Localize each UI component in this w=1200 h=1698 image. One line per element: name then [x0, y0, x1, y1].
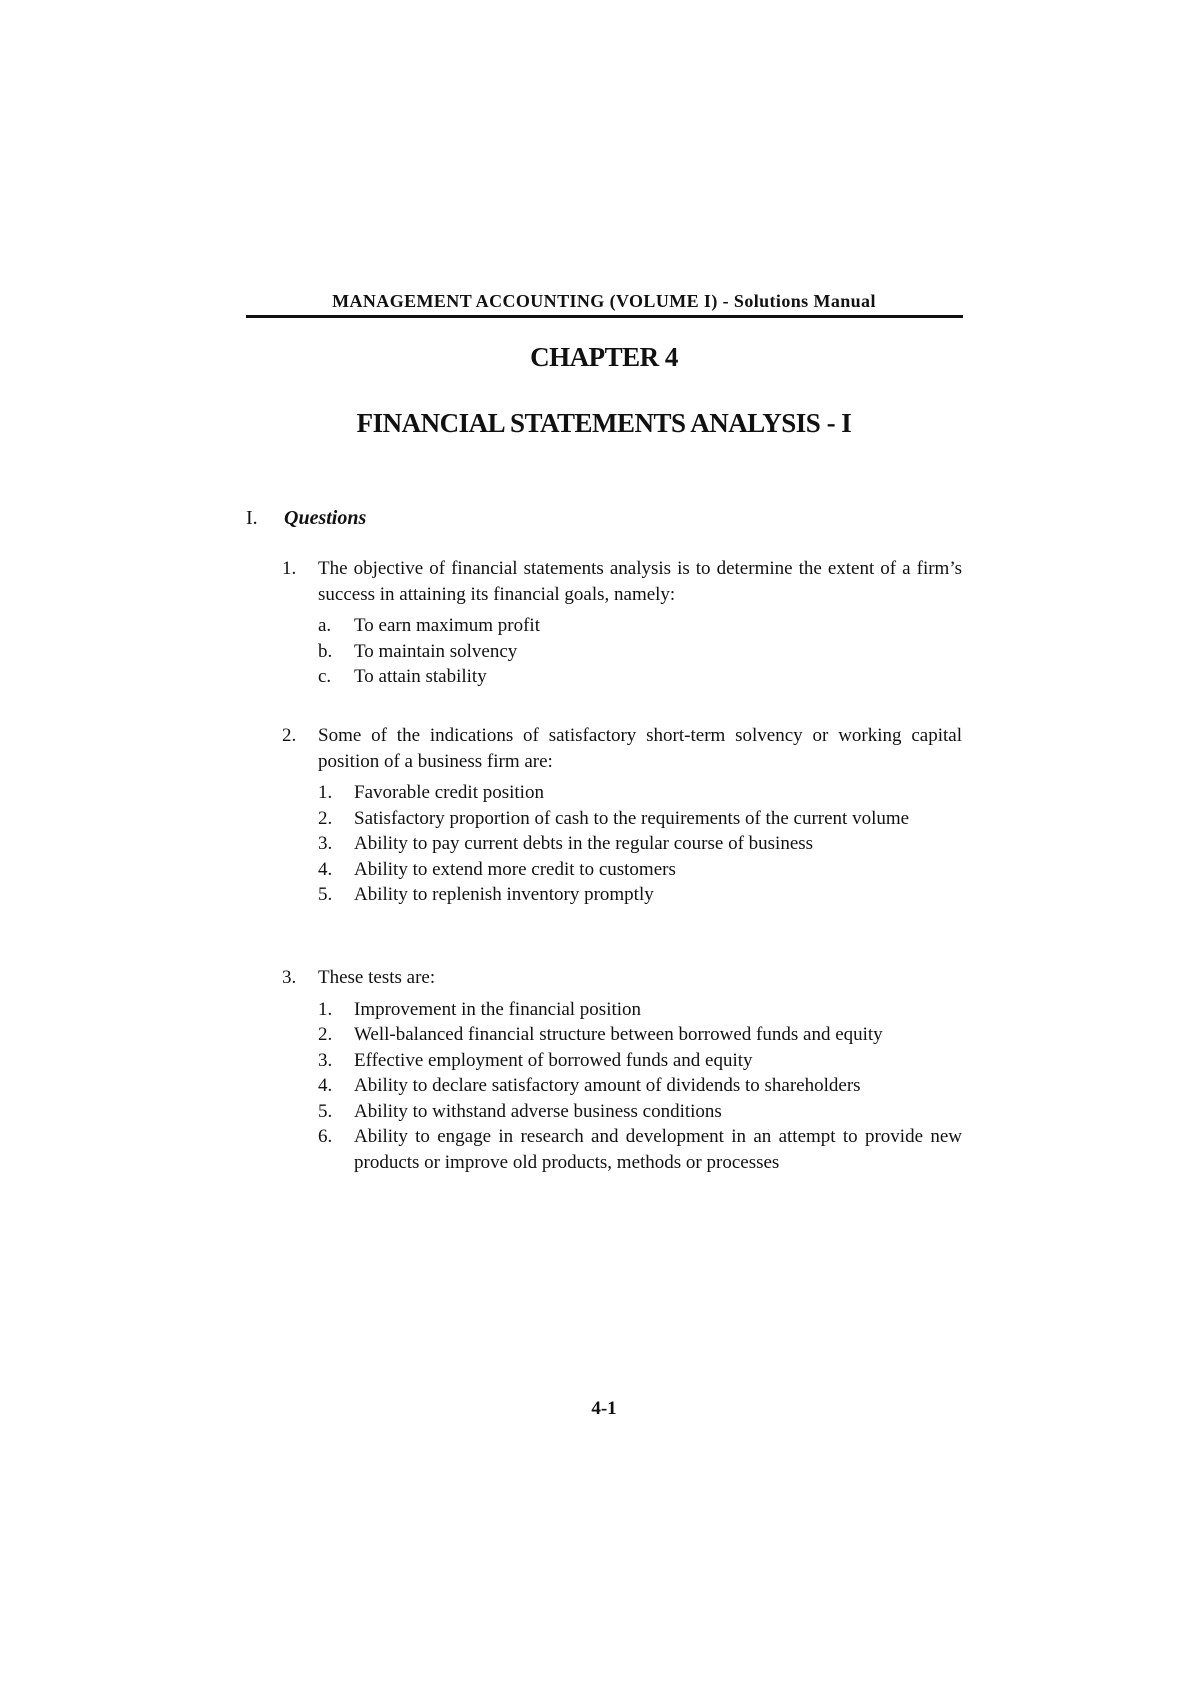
list-item-text: Improvement in the financial position — [354, 998, 642, 1020]
section-title: Questions — [284, 507, 367, 529]
list-marker: a. — [318, 615, 332, 636]
list-marker: 2. — [318, 1024, 333, 1045]
question-text: Some of the indications of satisfactory short-term solvency or working capital position of a business firm are: — [318, 725, 962, 772]
question-number: 1. — [282, 558, 297, 579]
list-item — [318, 1073, 962, 1099]
list-item-text: Ability to replenish inventory promptly — [354, 884, 654, 905]
list-item — [318, 806, 962, 832]
chapter-title: FINANCIAL STATEMENTS ANALYSIS - I — [356, 408, 852, 438]
header-rule — [246, 315, 963, 318]
list-item-text: Ability to engage in research and development in an attempt to provide new products or improve old products, methods or processes — [354, 1126, 962, 1173]
question-1 — [282, 556, 962, 690]
question-3 — [282, 965, 962, 1175]
list-marker: 5. — [318, 1100, 333, 1122]
list-marker: 6. — [318, 1126, 333, 1147]
list-item — [318, 882, 962, 908]
chapter-number: CHAPTER 4 — [530, 342, 678, 372]
list-item — [318, 1048, 962, 1074]
list-marker: 3. — [318, 1049, 333, 1071]
question-1-items — [318, 613, 962, 690]
list-item-text: Ability to withstand adverse business conditions — [354, 1100, 722, 1122]
list-marker: 5. — [318, 884, 333, 905]
list-item-text: Effective employment of borrowed funds and equity — [354, 1049, 753, 1071]
question-2 — [282, 723, 962, 908]
list-item-text: Satisfactory proportion of cash to the requirements of the current volume — [354, 807, 910, 829]
section-heading — [246, 505, 366, 531]
list-marker: 4. — [318, 858, 333, 880]
running-header: MANAGEMENT ACCOUNTING (VOLUME I) - Solutions Manual — [332, 291, 876, 311]
question-text: These tests are: — [318, 967, 436, 988]
list-item — [318, 664, 962, 690]
list-marker: 4. — [318, 1075, 333, 1096]
list-item — [318, 997, 962, 1023]
list-marker: 1. — [318, 998, 333, 1020]
list-marker: b. — [318, 640, 333, 662]
list-item — [318, 639, 962, 665]
question-2-items — [318, 780, 962, 908]
page-number: 4-1 — [591, 1398, 617, 1419]
list-item — [318, 613, 962, 639]
list-item-text: Ability to extend more credit to customers — [354, 858, 676, 880]
list-item-text: Well-balanced financial structure between borrowed funds and equity — [354, 1024, 883, 1045]
list-item — [318, 1124, 962, 1175]
list-marker: 1. — [318, 782, 333, 803]
question-text: The objective of financial statements analysis is to determine the extent of a firm’s success in attaining its financial goals, namely: — [318, 558, 962, 605]
list-item — [318, 1022, 962, 1048]
question-number: 3. — [282, 967, 297, 988]
list-item-text: To attain stability — [354, 666, 487, 687]
list-marker: c. — [318, 666, 332, 687]
list-item-text: To maintain solvency — [354, 640, 518, 662]
list-marker: 2. — [318, 807, 333, 829]
section-roman-numeral: I. — [246, 507, 258, 529]
list-item — [318, 831, 962, 857]
list-item-text: Ability to declare satisfactory amount of dividends to shareholders — [354, 1075, 861, 1096]
list-item — [318, 857, 962, 883]
list-item — [318, 780, 962, 806]
list-item-text: Ability to pay current debts in the regular course of business — [354, 833, 814, 854]
list-item-text: To earn maximum profit — [354, 615, 540, 636]
question-3-items — [318, 997, 962, 1176]
list-marker: 3. — [318, 833, 333, 854]
question-number: 2. — [282, 725, 297, 746]
list-item — [318, 1099, 962, 1125]
list-item-text: Favorable credit position — [354, 782, 544, 803]
